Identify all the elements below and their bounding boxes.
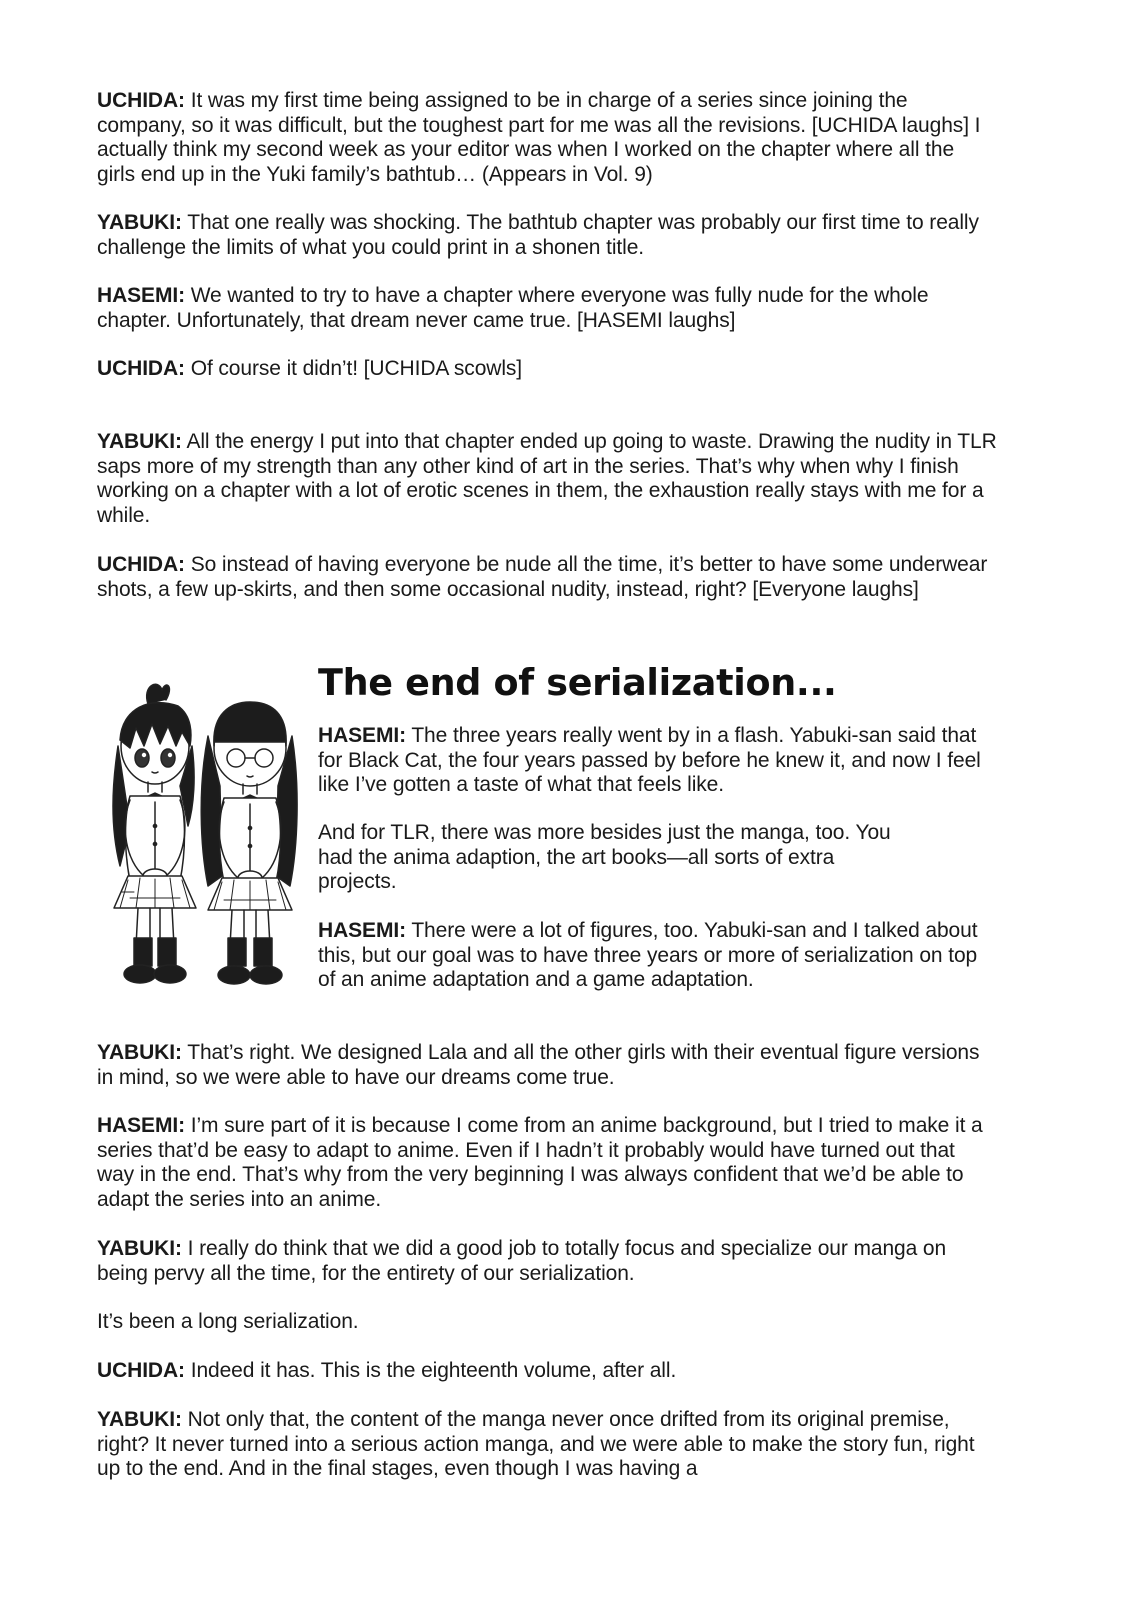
interview-paragraph: HASEMI: I’m sure part of it is because I come from an anime background, but I tried to make it a series that’d be easy to adapt to anime. Even if I hadn’t it probably would have turned out that way in the end. That’s why from the very beginning I was always confident that we’d be able to adapt the series into an anime. xyxy=(97,1114,983,1211)
interview-paragraph: HASEMI: The three years really went by in a flash. Yabuki-san said that for Black Cat, the four years passed by before he knew it, and now I feel like I’ve gotten a taste of what that feels like. xyxy=(318,724,981,796)
interview-paragraph: YABUKI: That one really was shocking. The bathtub chapter was probably our first time to really challenge the limits of what you could print in a shonen title. xyxy=(97,211,979,259)
interview-paragraph: UCHIDA: Of course it didn’t! [UCHIDA scowls] xyxy=(97,357,523,380)
interview-paragraph: YABUKI: I really do think that we did a good job to totally focus and specialize our manga on being pervy all the time, for the entirety of our serialization. xyxy=(97,1237,947,1285)
interview-paragraph: UCHIDA: Indeed it has. This is the eighteenth volume, after all. xyxy=(97,1359,677,1382)
interview-paragraph: HASEMI: We wanted to try to have a chapter where everyone was fully nude for the whole chapter. Unfortunately, that dream never came true. [HASEMI laughs] xyxy=(97,284,929,332)
right-girl-figure xyxy=(201,702,297,984)
left-girl-figure xyxy=(113,684,196,983)
interview-paragraph: YABUKI: All the energy I put into that chapter ended up going to waste. Drawing the nudity in TLR saps more of my strength than any other kind of art in the series. That’s why when why I finish working on a chapter with a lot of erotic scenes in them, the exhaustion really stays with me for a while. xyxy=(97,430,997,527)
interview-paragraph: HASEMI: There were a lot of figures, too. Yabuki-san and I talked about this, but our goal was to have three years or more of serialization on top of an anime adaptation and a game adaptation. xyxy=(318,919,978,991)
interview-paragraph: YABUKI: Not only that, the content of the manga never once drifted from its original premise, right? It never turned into a serious action manga, and we were able to make the story fun, right up to the end. And in the final stages, even though I was having a xyxy=(97,1408,975,1480)
interview-paragraph: YABUKI: That’s right. We designed Lala and all the other girls with their eventual figure versions in mind, so we were able to have our dreams come true. xyxy=(97,1041,980,1089)
interview-paragraph: UCHIDA: It was my first time being assigned to be in charge of a series since joining the company, so it was difficult, but the toughest part for me was all the revisions. [UCHIDA laughs] I actually think my second week as your editor was when I worked on the chapter where all the girls end up in the Yuki family’s bathtub… (Appears in Vol. 9) xyxy=(97,89,981,186)
interview-paragraph: And for TLR, there was more besides just the manga, too. You had the anima adaption, the art books—all sorts of extra projects. xyxy=(318,821,891,893)
interview-paragraph: UCHIDA: So instead of having everyone be nude all the time, it’s better to have some underwear shots, a few up-skirts, and then some occasional nudity, instead, right? [Everyone laughs] xyxy=(97,553,988,601)
interview-paragraph: It’s been a long serialization. xyxy=(97,1310,359,1333)
characters-illustration xyxy=(100,676,300,996)
section-heading: The end of serialization... xyxy=(318,661,837,704)
